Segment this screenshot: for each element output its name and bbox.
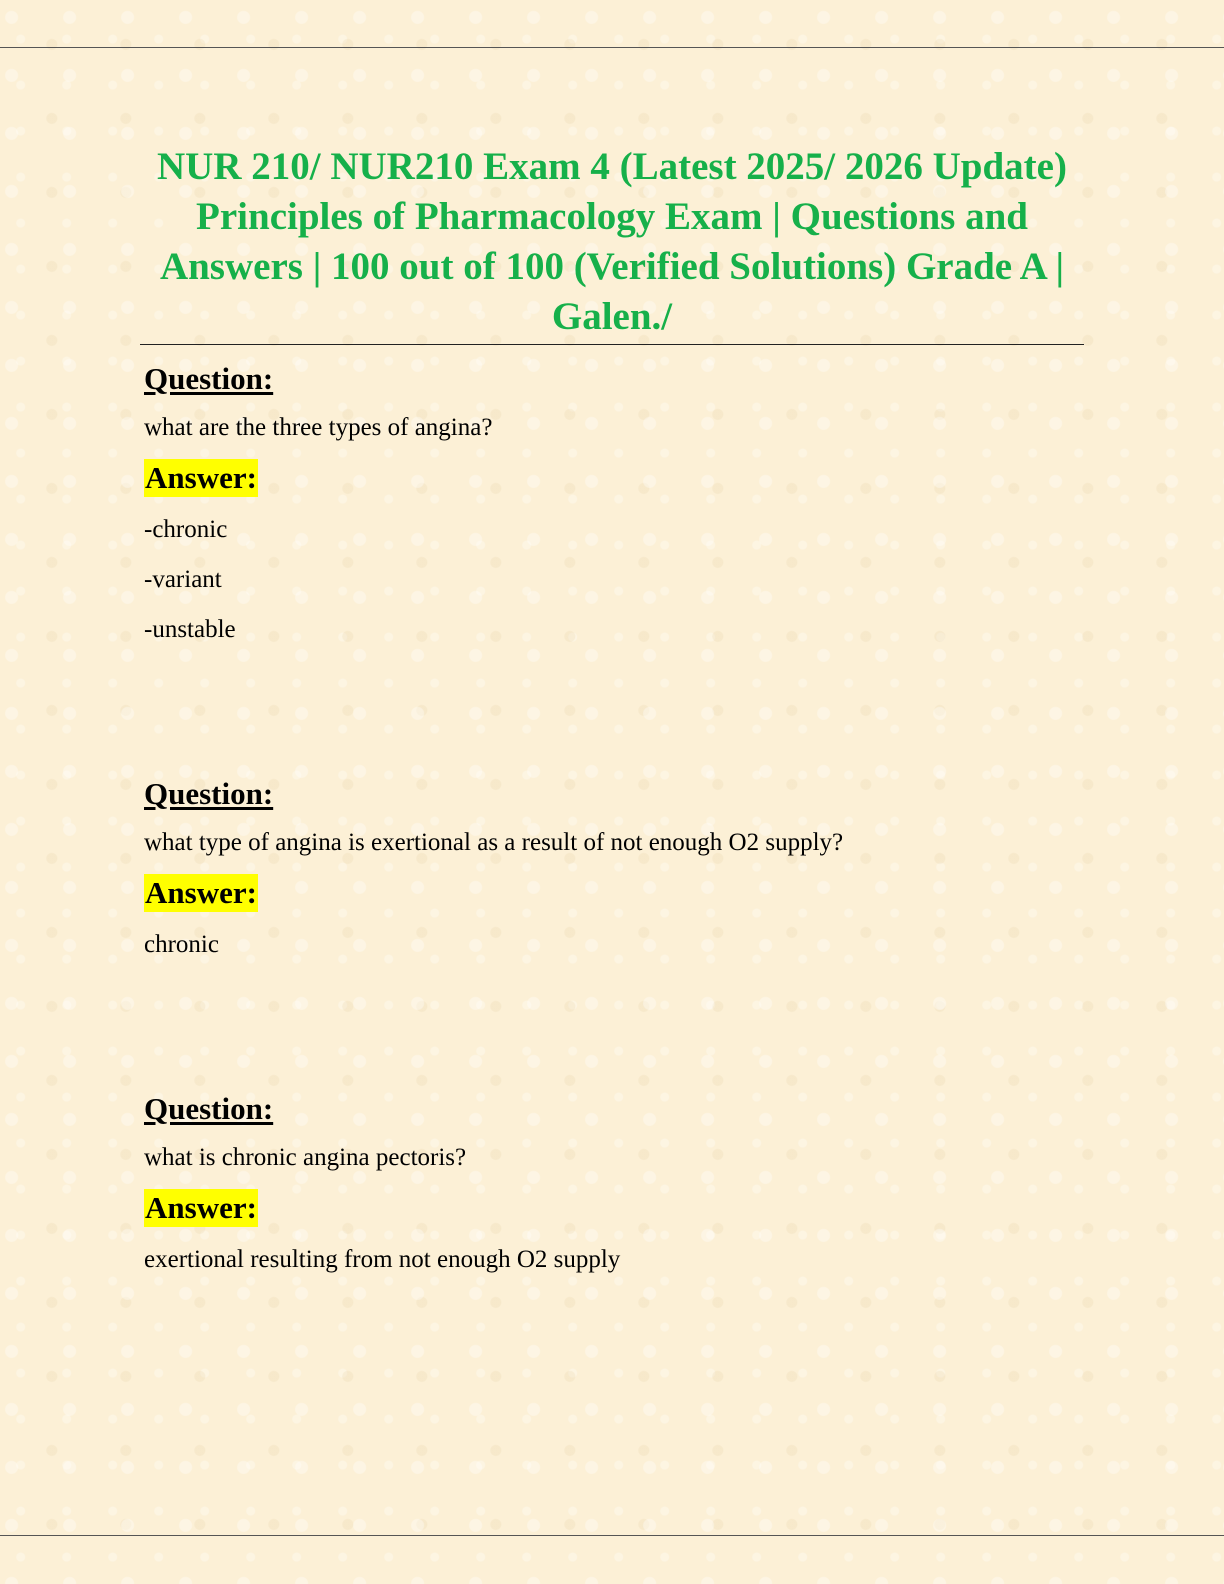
answer-label: Answer: (145, 1190, 257, 1225)
answer-label: Answer: (145, 875, 257, 910)
top-rule (0, 47, 1224, 48)
qa-item-2 (144, 775, 1104, 960)
qa-item-1 (144, 360, 1104, 645)
answer-line: chronic (144, 931, 219, 958)
answer-line: -variant (144, 566, 222, 593)
answer-line: -unstable (144, 616, 236, 643)
qa-item-3 (144, 1090, 1104, 1275)
bottom-rule (0, 1535, 1224, 1536)
question-label: Question: (144, 1091, 274, 1126)
question-text: what type of angina is exertional as a result of not enough O2 supply? (144, 829, 844, 856)
question-label: Question: (144, 361, 274, 396)
answer-label: Answer: (145, 460, 257, 495)
answer-line: -chronic (144, 516, 228, 543)
question-label: Question: (144, 776, 274, 811)
question-text: what is chronic angina pectoris? (144, 1144, 467, 1171)
answer-line: exertional resulting from not enough O2 supply (144, 1246, 621, 1273)
title-divider (140, 344, 1084, 345)
document-title: NUR 210/ NUR210 Exam 4 (Latest 2025/ 2026 Update) Principles of Pharmacology Exam | Questions and Answers | 100 out of 100 (Verified Solutions) Grade A | Galen./ (157, 145, 1067, 338)
question-text: what are the three types of angina? (144, 414, 493, 441)
